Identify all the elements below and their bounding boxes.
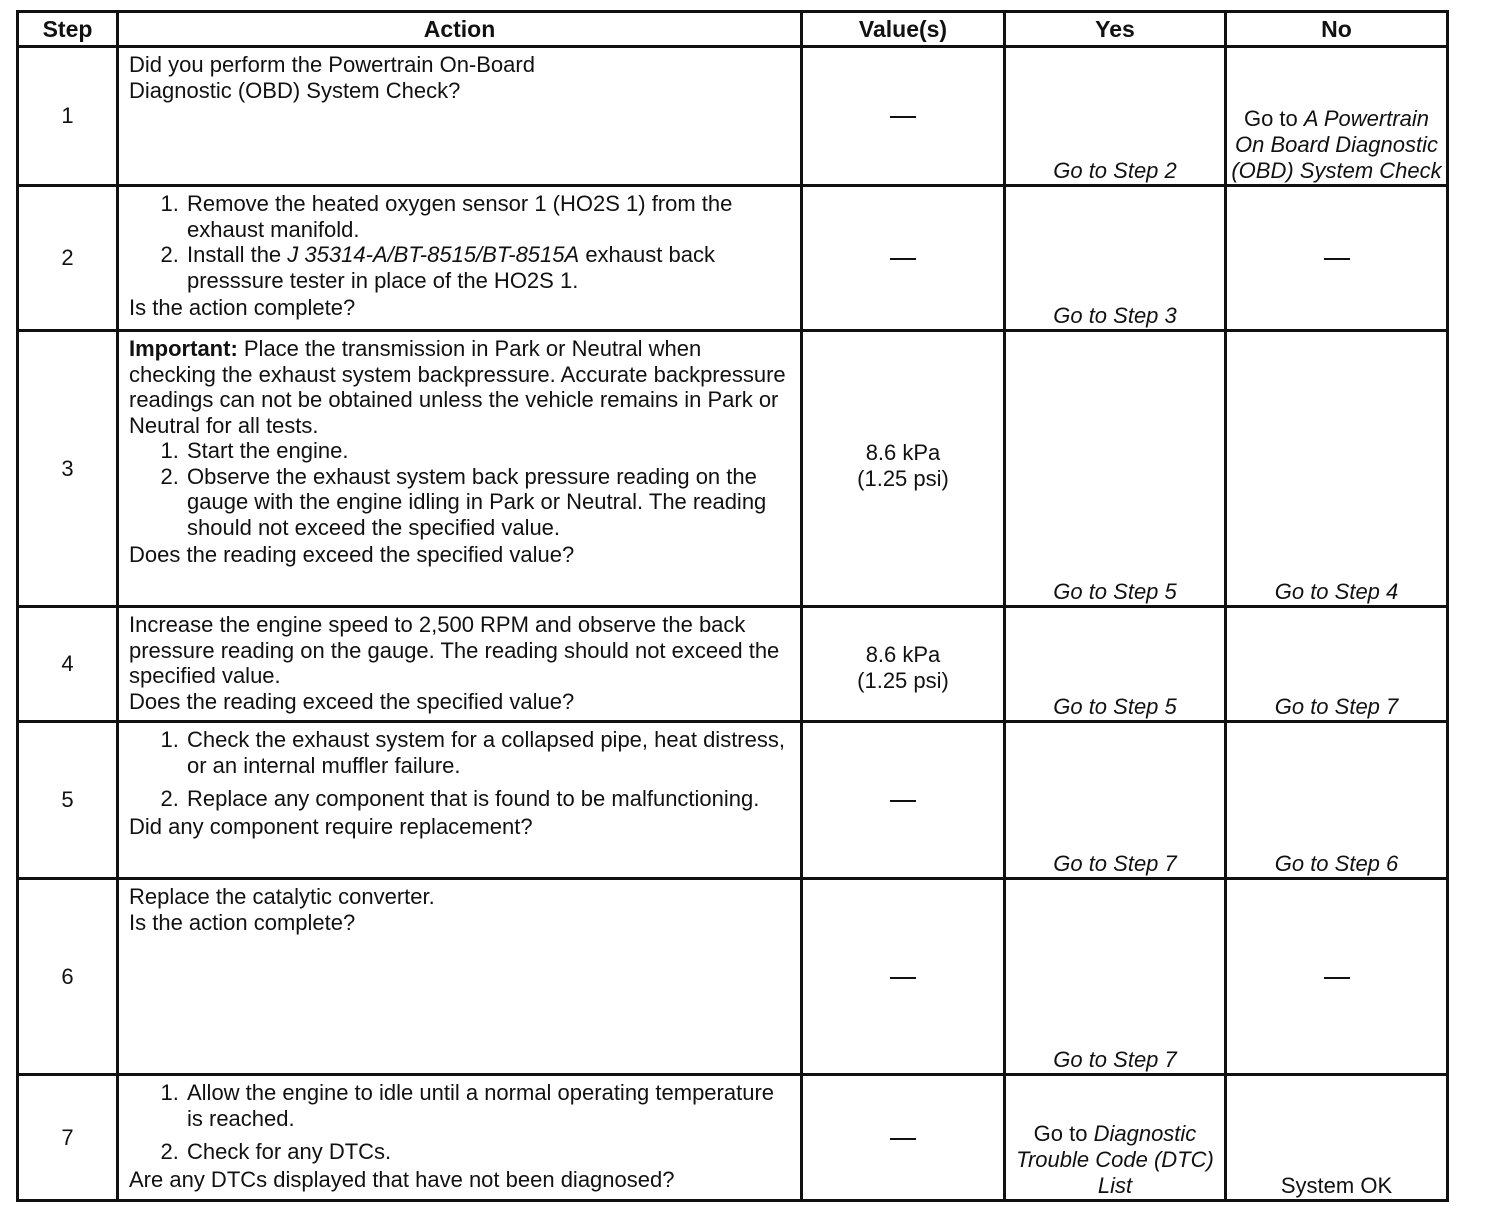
action-steps: [129, 438, 792, 540]
no-prefix: Go to: [1243, 106, 1304, 131]
action-step-item: 1. Allow the engine to idle until a normal operating temperature is reached.: [185, 1080, 792, 1131]
action-cell: [118, 722, 802, 879]
yes-prefix: Go to: [1033, 1121, 1094, 1146]
yes-goto-link: Diagnostic Trouble Code (DTC) List: [1016, 1121, 1214, 1198]
header-row: [18, 12, 1448, 47]
no-cell: [1226, 1075, 1448, 1201]
action-text: Increase the engine speed to 2,500 RPM and observe the back pressure reading on the gauge. The reading should not exceed the specified value.: [129, 612, 780, 688]
value-cell: [802, 722, 1005, 879]
action-step-item: 2. Observe the exhaust system back pressure reading on the gauge with the engine idling in Park or Neutral. The reading should not exceed the specified value.: [185, 464, 792, 541]
action-cell: [118, 331, 802, 607]
no-cell: [1226, 47, 1448, 186]
dash-mark: [890, 977, 916, 979]
yes-goto: Go to Step 5: [1053, 579, 1177, 604]
action-cell: [118, 607, 802, 722]
action-question: Is the action complete?: [129, 909, 356, 935]
yes-goto: Go to Step 2: [1053, 158, 1177, 183]
important-label: Important:: [129, 336, 238, 361]
action-question: Is the action complete?: [129, 295, 356, 320]
action-cell: [118, 186, 802, 331]
dash-mark: [890, 258, 916, 260]
header-no: No: [1226, 12, 1448, 47]
value-cell: [802, 879, 1005, 1075]
step-number: 7: [18, 1075, 118, 1201]
action-text: Replace the catalytic converter.: [129, 884, 435, 909]
step-number: 2: [18, 186, 118, 331]
yes-cell: [1005, 879, 1226, 1075]
value-kpa: 8.6 kPa: [865, 642, 941, 667]
table-row: [18, 607, 1448, 722]
table-row: [18, 1075, 1448, 1201]
header-action: Action: [118, 12, 802, 47]
value-psi: (1.25 psi): [857, 466, 949, 491]
action-step-item: 2. Replace any component that is found to be malfunctioning.: [185, 786, 792, 812]
yes-goto: Go to Step 7: [1053, 851, 1177, 876]
no-cell: [1226, 722, 1448, 879]
dash-mark: [890, 800, 916, 802]
dash-mark: [890, 1138, 916, 1140]
yes-goto: Go to Step 7: [1053, 1047, 1177, 1072]
value-cell: [802, 607, 1005, 722]
yes-cell: [1005, 186, 1226, 331]
no-cell: [1226, 331, 1448, 607]
no-goto-link: A Powertrain On Board Diagnostic (OBD) System Check: [1231, 106, 1442, 183]
action-step-item: 2. Install the J 35314-A/BT-8515/BT-8515A exhaust back presssure tester in place of the HO2S 1.: [185, 242, 792, 293]
step-number: 4: [18, 607, 118, 722]
value-cell: [802, 1075, 1005, 1201]
header-yes: Yes: [1005, 12, 1226, 47]
yes-cell: [1005, 722, 1226, 879]
no-cell: [1226, 879, 1448, 1075]
action-step-item: 1. Start the engine.: [185, 438, 792, 464]
yes-cell: [1005, 331, 1226, 607]
action-steps: [129, 191, 792, 293]
value-cell: [802, 186, 1005, 331]
yes-goto: Go to Step 3: [1053, 303, 1177, 328]
value-cell: [802, 47, 1005, 186]
action-cell: [118, 1075, 802, 1201]
action-text: Did you perform the Powertrain On-Board Diagnostic (OBD) System Check?: [129, 52, 535, 103]
step-number: 6: [18, 879, 118, 1075]
step-number: 5: [18, 722, 118, 879]
table-row: [18, 722, 1448, 879]
action-question: Does the reading exceed the specified value?: [129, 688, 575, 714]
tool-name: J 35314-A/BT-8515/BT-8515A: [287, 242, 580, 267]
no-result: System OK: [1280, 1173, 1393, 1198]
dash-mark: [1324, 258, 1350, 260]
yes-cell: [1005, 47, 1226, 186]
action-steps: [129, 727, 792, 812]
action-cell: [118, 47, 802, 186]
table-row: [18, 186, 1448, 331]
table-row: [18, 47, 1448, 186]
no-cell: [1226, 607, 1448, 722]
action-steps: [129, 1080, 792, 1165]
value-kpa: 8.6 kPa: [865, 440, 941, 465]
action-step-item: 2. Check for any DTCs.: [185, 1139, 792, 1165]
yes-cell: [1005, 607, 1226, 722]
action-cell: [118, 879, 802, 1075]
header-step: Step: [18, 12, 118, 47]
no-goto: Go to Step 7: [1274, 694, 1399, 719]
action-question: Does the reading exceed the specified value?: [129, 542, 575, 567]
important-note: Important: Place the transmission in Park or Neutral when checking the exhaust system backpressure. Accurate backpressure readings can not be obtained unless the vehicle remains in Park or Neutral for all tests.: [129, 336, 786, 438]
value-psi: (1.25 psi): [857, 668, 949, 693]
dash-mark: [1324, 977, 1350, 979]
step-number: 1: [18, 47, 118, 186]
yes-goto: Go to Step 5: [1053, 694, 1177, 719]
action-question: Are any DTCs displayed that have not been diagnosed?: [129, 1166, 675, 1192]
table-row: [18, 879, 1448, 1075]
table-row: [18, 331, 1448, 607]
step-number: 3: [18, 331, 118, 607]
no-cell: [1226, 186, 1448, 331]
action-step-item: 1. Check the exhaust system for a collapsed pipe, heat distress, or an internal muffler failure.: [185, 727, 792, 778]
header-values: Value(s): [802, 12, 1005, 47]
no-goto: Go to Step 6: [1274, 851, 1399, 876]
dash-mark: [890, 116, 916, 118]
action-step-item: 1. Remove the heated oxygen sensor 1 (HO2S 1) from the exhaust manifold.: [185, 191, 792, 242]
diagnostic-table: [16, 10, 1449, 1202]
no-goto: Go to Step 4: [1274, 579, 1399, 604]
action-question: Did any component require replacement?: [129, 813, 533, 839]
yes-cell: [1005, 1075, 1226, 1201]
value-cell: [802, 331, 1005, 607]
